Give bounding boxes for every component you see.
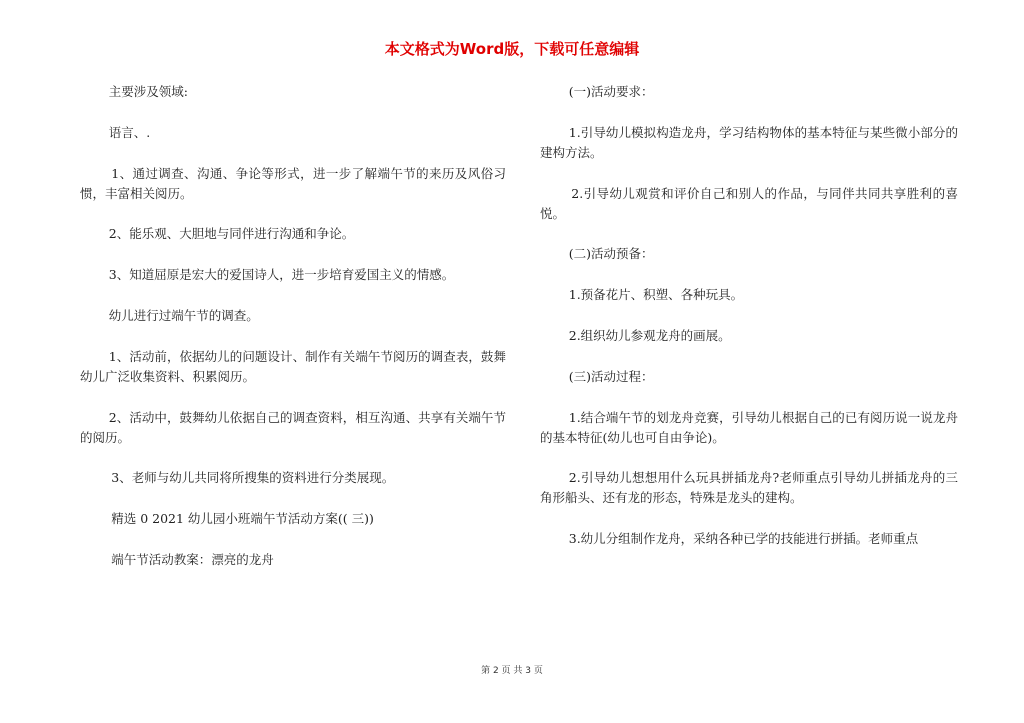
- paragraph: 1、通过调查、沟通、争论等形式，进一步了解端午节的来历及风俗习惯，丰富相关阅历。: [80, 165, 506, 201]
- paragraph: 2.组织幼儿参观龙舟的画展。: [568, 327, 731, 343]
- right-column: [540, 82, 958, 570]
- paragraph: 2.引导幼儿想想用什么玩具拼插龙舟?老师重点引导幼儿拼插龙舟的三角形船头、还有龙的形态，特殊是龙头的建构。: [540, 470, 958, 506]
- paragraph: 2、能乐观、大胆地与同伴进行沟通和争论。: [108, 226, 355, 242]
- paragraph: (三)活动过程：: [568, 368, 654, 384]
- paragraph: (二)活动预备：: [568, 246, 654, 262]
- paragraph: 1.引导幼儿模拟构造龙舟，学习结构物体的基本特征与某些微小部分的建构方法。: [540, 124, 958, 160]
- left-column: [80, 82, 506, 591]
- paragraph: 3.幼儿分组制作龙舟，采纳各种已学的技能进行拼插。老师重点: [568, 531, 919, 547]
- paragraph: 1、活动前，依据幼儿的问题设计、制作有关端午节阅历的调查表，鼓舞幼儿广泛收集资料、积累阅历。: [80, 348, 506, 384]
- page-number: 第 2 页 共 3 页: [481, 666, 543, 676]
- paragraph: 1.预备花片、积塑、各种玩具。: [568, 287, 744, 303]
- paragraph: 3、老师与幼儿共同将所搜集的资料进行分类展现。: [111, 470, 395, 486]
- section-heading: 端午节活动教案：漂亮的龙舟: [111, 551, 274, 567]
- paragraph: (一)活动要求：: [568, 84, 654, 99]
- paragraph: 语言、.: [108, 124, 151, 140]
- paragraph: 2、活动中，鼓舞幼儿依据自己的调查资料，相互沟通、共享有关端午节的阅历。: [80, 409, 506, 445]
- paragraph: 幼儿进行过端午节的调查。: [108, 307, 259, 323]
- paragraph: 3、知道屈原是宏大的爱国诗人，进一步培育爱国主义的情感。: [108, 267, 455, 283]
- word-format-banner: 本文格式为Word版，下载可任意编辑: [384, 40, 640, 58]
- paragraph: 1.结合端午节的划龙舟竞赛，引导幼儿根据自己的已有阅历说一说龙舟的基本特征(幼儿也可自由争论)。: [540, 409, 958, 445]
- paragraph: 主要涉及领域:: [108, 84, 188, 99]
- paragraph: 2.引导幼儿观赏和评价自己和别人的作品，与同伴共同共享胜利的喜悦。: [540, 185, 958, 221]
- section-heading: 精选 0 2021 幼儿园小班端午节活动方案(( 三)): [111, 511, 374, 527]
